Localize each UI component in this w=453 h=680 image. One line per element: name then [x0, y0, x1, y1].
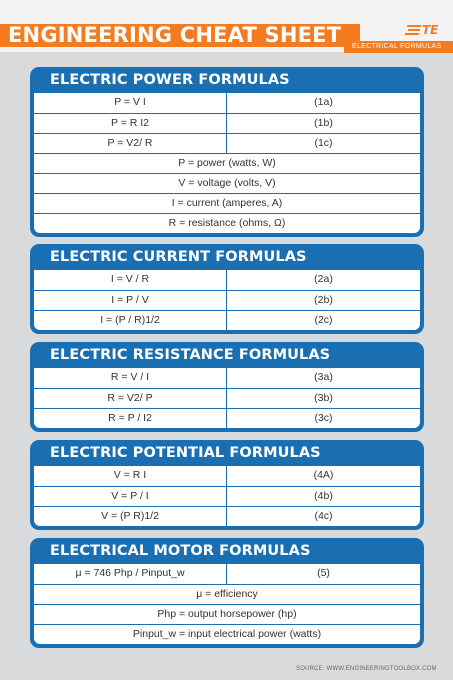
formula-ref: (2b) — [314, 294, 333, 306]
definition-cell: Php = output horsepower (hp) — [157, 608, 297, 620]
section-electrical-motor — [30, 538, 424, 648]
header — [0, 0, 453, 52]
formula-ref: (2a) — [314, 273, 333, 285]
formula-ref: (1a) — [314, 96, 333, 108]
definition-cell: V = voltage (volts, V) — [178, 177, 276, 189]
page-subtitle: ELECTRICAL FORMULAS — [352, 43, 442, 50]
formula-row — [34, 93, 420, 113]
formula-row — [34, 133, 420, 153]
definition-cell: μ = efficiency — [196, 588, 258, 600]
formula-cell: V = P / I — [34, 487, 227, 506]
source-footer: SOURCE: WWW.ENGINEERINGTOOLBOX.COM — [296, 666, 437, 672]
formula-ref: (3a) — [314, 371, 333, 383]
formula-row — [34, 290, 420, 310]
formula-cell: μ = 746 Php / Pinput_w — [34, 564, 227, 584]
formula-row — [34, 466, 420, 486]
te-logo-icon — [405, 25, 422, 35]
section-title: ELECTRICAL MOTOR FORMULAS — [50, 543, 311, 559]
definition-row — [34, 584, 420, 604]
definition-row — [34, 193, 420, 213]
formula-table — [34, 270, 420, 330]
formula-cell: I = V / R — [34, 270, 227, 290]
formula-ref: (2c) — [314, 314, 333, 326]
formula-cell: I = (P / R)1/2 — [34, 311, 227, 330]
definition-row — [34, 604, 420, 624]
formula-row — [34, 270, 420, 290]
formula-ref: (1c) — [314, 137, 333, 149]
formula-row — [34, 408, 420, 428]
formula-cell: R = V2/ P — [34, 389, 227, 408]
formula-ref: (3b) — [314, 392, 333, 404]
formula-table — [34, 93, 420, 233]
formula-row — [34, 388, 420, 408]
page-title: ENGINEERING CHEAT SHEET — [8, 23, 342, 47]
definition-row — [34, 173, 420, 193]
formula-cell: V = R I — [34, 466, 227, 486]
formula-row — [34, 506, 420, 526]
section-title: ELECTRIC RESISTANCE FORMULAS — [50, 347, 331, 363]
formula-ref: (1b) — [314, 117, 333, 129]
formula-ref: (3c) — [314, 412, 333, 424]
formula-ref: (4b) — [314, 490, 333, 502]
formula-cell: P = R I2 — [34, 114, 227, 133]
formula-ref: (4c) — [314, 510, 333, 522]
section-electric-power — [30, 67, 424, 237]
te-logo — [406, 23, 442, 37]
definition-cell: Pinput_w = input electrical power (watts) — [132, 628, 322, 640]
formula-row — [34, 486, 420, 506]
formula-ref: (5) — [317, 567, 330, 579]
formula-row — [34, 113, 420, 133]
section-title: ELECTRIC CURRENT FORMULAS — [50, 249, 307, 265]
formula-row — [34, 310, 420, 330]
formula-cell: R = V / I — [34, 368, 227, 388]
formula-row — [34, 368, 420, 388]
formula-cell: R = P / I2 — [34, 409, 227, 428]
section-electric-potential — [30, 440, 424, 530]
definition-cell: I = current (amperes, A) — [171, 197, 283, 209]
formula-ref: (4A) — [313, 469, 334, 481]
definition-cell: P = power (watts, W) — [178, 157, 276, 169]
formula-cell: I = P / V — [34, 291, 227, 310]
definition-cell: R = resistance (ohms, Ω) — [168, 217, 286, 229]
definition-row — [34, 153, 420, 173]
formula-cell: P = V2/ R — [34, 134, 227, 153]
section-electric-current — [30, 244, 424, 334]
formula-table — [34, 466, 420, 526]
section-title: ELECTRIC POWER FORMULAS — [50, 72, 290, 88]
formula-table — [34, 368, 420, 428]
formula-table — [34, 564, 420, 644]
section-title: ELECTRIC POTENTIAL FORMULAS — [50, 445, 321, 461]
section-electric-resistance — [30, 342, 424, 432]
formula-row — [34, 564, 420, 584]
formula-cell: V = (P R)1/2 — [34, 507, 227, 526]
te-logo-text: TE — [422, 23, 439, 37]
definition-row — [34, 213, 420, 233]
definition-row — [34, 624, 420, 644]
formula-cell: P = V I — [34, 93, 227, 113]
